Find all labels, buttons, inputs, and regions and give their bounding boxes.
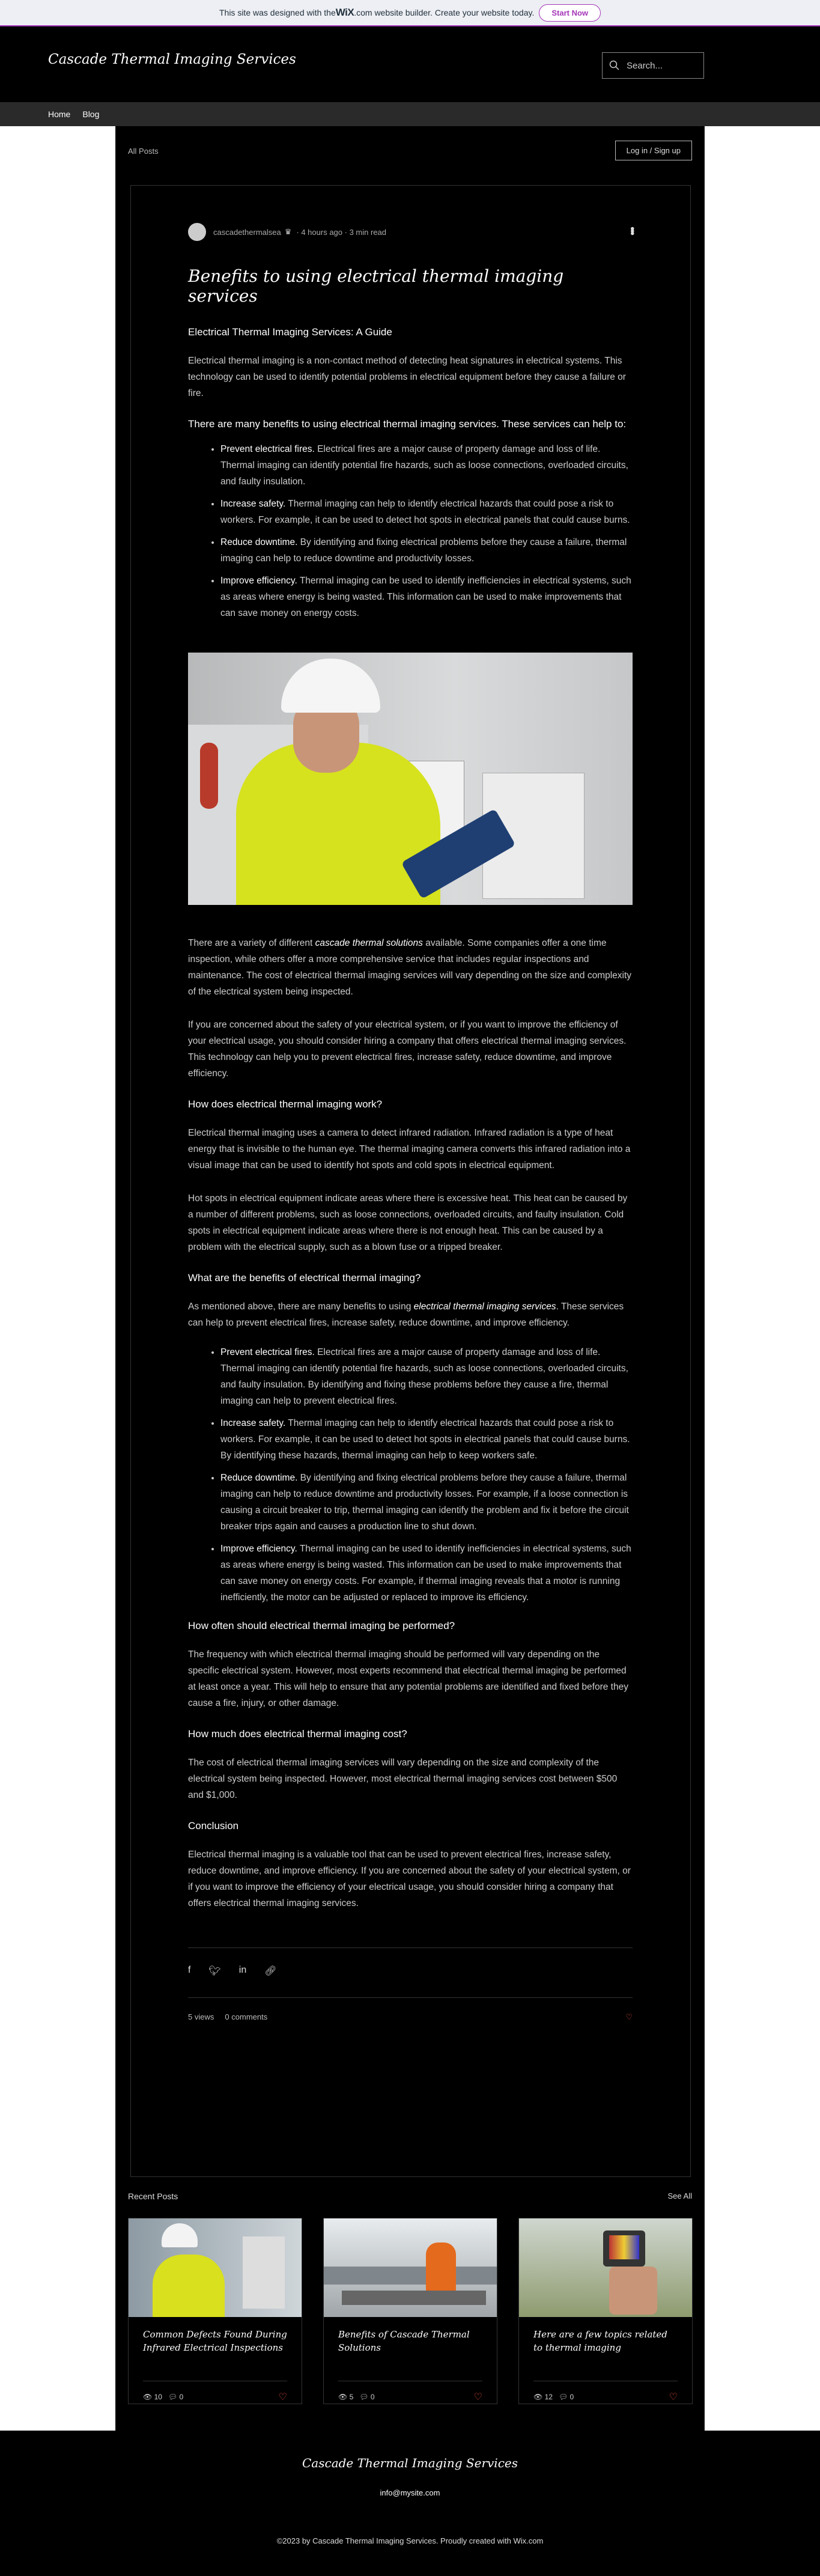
- pipe-shape: [342, 2291, 486, 2305]
- card-comments: 0: [569, 2393, 574, 2401]
- blog-page: [115, 126, 705, 2431]
- hero-image[interactable]: [188, 653, 633, 905]
- wix-logo: WiX: [335, 7, 354, 18]
- text-run: There are a variety of different: [188, 938, 315, 948]
- post-subtitle: Electrical Thermal Imaging Services: A Guide: [188, 326, 392, 338]
- eye-icon: 👁︎: [533, 2393, 545, 2401]
- recent-post-card[interactable]: [323, 2218, 497, 2404]
- recent-post-card[interactable]: [128, 2218, 302, 2404]
- list-item-text: By identifying and fixing electrical problems before they cause a failure, thermal imaging can help to reduce downtime and productivity losses.: [220, 537, 627, 564]
- card-title[interactable]: Here are a few topics related to thermal imaging: [533, 2329, 667, 2353]
- twitter-icon[interactable]: 🐦︎: [208, 1966, 221, 1976]
- side-gutter-left: [0, 126, 115, 2431]
- card-stats: [533, 2381, 678, 2403]
- hard-hat: [162, 2223, 198, 2247]
- list-item: [220, 441, 633, 490]
- section-heading: Conclusion: [188, 1820, 239, 1832]
- paragraph: Electrical thermal imaging is a non-contact method of detecting heat signatures in electrical systems. This technology can be used to identify potential problems in electrical equipment before they cause a failure or fire.: [188, 356, 626, 398]
- nav-home[interactable]: Home: [48, 109, 71, 119]
- list-item-bold: Reduce downtime.: [220, 537, 298, 547]
- card-views: 5: [349, 2393, 354, 2401]
- search-input[interactable]: Search...: [602, 52, 704, 79]
- avatar[interactable]: [188, 223, 206, 241]
- site-footer: [0, 2431, 820, 2576]
- section-heading: How does electrical thermal imaging work?: [188, 1098, 383, 1110]
- list-item-text: Thermal imaging can help to identify electrical hazards that could pose a risk to workers. For example, it can be used to detect hot spots in electrical panels that could cause burns.: [220, 499, 630, 525]
- paragraph: The frequency with which electrical thermal imaging should be performed will vary depending on the specific electrical system. However, most experts recommend that electrical thermal imaging be performed at least once a year. This will help to ensure that any potential problems are identified and fixed before they cause a fire, injury, or other damage.: [188, 1649, 628, 1708]
- benefits-list-detailed: [188, 1344, 633, 1606]
- post-meta: [188, 223, 633, 241]
- link-icon[interactable]: 🔗︎: [264, 1966, 277, 1976]
- card-image[interactable]: [324, 2218, 497, 2317]
- pipe-shape: [324, 2267, 497, 2285]
- post-container: [130, 185, 691, 2177]
- card-title[interactable]: Benefits of Cascade Thermal Solutions: [338, 2329, 470, 2353]
- author-name[interactable]: cascadethermalsea: [213, 227, 281, 237]
- login-button[interactable]: Log in / Sign up: [615, 141, 692, 160]
- all-posts-link[interactable]: All Posts: [128, 147, 159, 156]
- crown-icon: ♛: [284, 227, 292, 236]
- recent-posts-title: Recent Posts: [128, 2191, 178, 2201]
- list-item-bold: Reduce downtime.: [220, 1473, 298, 1483]
- text-run: . These services can help to prevent electrical fires, increase safety, reduce downtime, and improve efficiency.: [188, 1302, 624, 1328]
- views-count: 5 views: [188, 2012, 214, 2021]
- panel-shape: [243, 2236, 285, 2309]
- card-comments: 0: [179, 2393, 184, 2401]
- text-run: As mentioned above, there are many benefits to using: [188, 1302, 414, 1312]
- facebook-icon[interactable]: f: [188, 1965, 191, 1975]
- section-heading: What are the benefits of electrical thermal imaging?: [188, 1272, 421, 1283]
- wix-banner: [0, 0, 820, 26]
- card-stats: [143, 2381, 287, 2403]
- footer-title: Cascade Thermal Imaging Services: [302, 2456, 518, 2470]
- like-heart-icon[interactable]: ♡: [278, 2392, 287, 2402]
- card-stats: [338, 2381, 482, 2403]
- more-options-icon[interactable]: •••: [625, 227, 639, 234]
- list-item-text: By identifying and fixing electrical problems before they cause a failure, thermal imaging can help to reduce downtime and productivity losses. For example, if a loose connection is causing a circuit breaker to trip, thermal imaging can identify the problem and fix it before the circuit breaker trips again and causes a production line to shut down.: [220, 1473, 629, 1532]
- card-views: 12: [544, 2393, 553, 2401]
- linkedin-icon[interactable]: in: [238, 1965, 247, 1975]
- worker-shape: [426, 2243, 456, 2291]
- comment-icon: 💬︎: [558, 2393, 570, 2401]
- section-heading: How often should electrical thermal imaging be performed?: [188, 1620, 455, 1631]
- list-item: [220, 496, 633, 528]
- list-item: [220, 534, 633, 567]
- benefits-list: [188, 441, 633, 621]
- section-heading: How much does electrical thermal imaging cost?: [188, 1728, 407, 1740]
- banner-text-post: .com website builder. Create your website today.: [354, 8, 535, 17]
- comment-icon: 💬︎: [168, 2393, 180, 2401]
- list-item-text: Electrical fires are a major cause of property damage and loss of life. Thermal imaging can identify potential fire hazards, such as loose connections, overloaded circuits, and faulty insulation. By identifying and fixing these problems before they cause a fire, thermal imaging can help to prevent electrical fires.: [220, 1347, 628, 1406]
- post-time: 4 hours ago: [301, 227, 343, 237]
- main-nav: [0, 102, 820, 126]
- comment-icon: 💬︎: [359, 2393, 371, 2401]
- site-header: [0, 26, 820, 102]
- banner-text-pre: This site was designed with the: [219, 8, 336, 17]
- post-title: Benefits to using electrical thermal imaging services: [188, 266, 564, 306]
- start-now-button[interactable]: Start Now: [539, 4, 601, 22]
- see-all-link[interactable]: See All: [667, 2191, 692, 2200]
- card-image[interactable]: [129, 2218, 302, 2317]
- list-item: [220, 1415, 633, 1464]
- list-item-bold: Improve efficiency.: [220, 576, 297, 586]
- nav-blog[interactable]: Blog: [82, 109, 100, 119]
- post-stats: [188, 1997, 633, 2022]
- side-gutter-right: [705, 126, 820, 2431]
- comments-count[interactable]: 0 comments: [225, 2012, 268, 2021]
- footer-copyright: ©2023 by Cascade Thermal Imaging Services. Proudly created with Wix.com: [276, 2536, 544, 2545]
- card-comments: 0: [370, 2393, 375, 2401]
- paragraph: Hot spots in electrical equipment indicate areas where there is excessive heat. This heat can be caused by a number of different problems, such as loose connections, overloaded circuits, and faulty insulation. Cold spots in electrical equipment indicate areas where there is not enough heat. This can be caused by a problem with the electrical supply, such as a blown fuse or a tripped breaker.: [188, 1193, 628, 1252]
- extinguisher-shape: [200, 743, 218, 809]
- like-heart-icon[interactable]: ♡: [473, 2392, 482, 2402]
- post-body: [188, 223, 639, 2022]
- recent-post-card[interactable]: [518, 2218, 693, 2404]
- list-item: [220, 573, 633, 621]
- card-views: 10: [154, 2393, 162, 2401]
- site-title[interactable]: Cascade Thermal Imaging Services: [48, 52, 296, 67]
- paragraph: [188, 1299, 633, 1331]
- list-item: [220, 1470, 633, 1535]
- list-item-text: Thermal imaging can help to identify electrical hazards that could pose a risk to workers. For example, it can be used to detect hot spots in electrical panels that could cause burns. By identifying these hazards, thermal imaging can help to keep workers safe.: [220, 1418, 630, 1461]
- text-run: available. Some companies offer a one time inspection, while others offer a more comprehensive service that includes regular inspections and maintenance. The cost of electrical thermal imaging services will vary depending on the size and complexity of the electrical system being inspected.: [188, 938, 632, 997]
- search-icon: [609, 60, 620, 71]
- paragraph: [188, 935, 633, 1000]
- like-heart-icon[interactable]: ♡: [669, 2392, 678, 2402]
- list-item-bold: Prevent electrical fires.: [220, 444, 315, 454]
- list-item: [220, 1541, 633, 1606]
- list-item-bold: Improve efficiency.: [220, 1544, 297, 1554]
- list-item-bold: Increase safety.: [220, 1418, 286, 1428]
- read-time: 3 min read: [349, 227, 386, 237]
- list-item-bold: Prevent electrical fires.: [220, 1347, 315, 1357]
- card-title[interactable]: Common Defects Found During Infrared Electrical Inspections: [143, 2329, 287, 2353]
- hand-shape: [609, 2267, 657, 2315]
- hard-hat: [281, 659, 380, 713]
- paragraph: Electrical thermal imaging is a valuable tool that can be used to prevent electrical fires, increase safety, reduce downtime, and improve efficiency. If you are concerned about the safety of your electrical system, or if you want to improve the efficiency of your electrical usage, you should consider hiring a company that offers electrical thermal imaging services.: [188, 1850, 631, 1908]
- list-item-bold: Increase safety.: [220, 499, 286, 509]
- paragraph: Electrical thermal imaging uses a camera to detect infrared radiation. Infrared radiation is a type of heat energy that is invisible to the human eye. The thermal imaging camera converts this infrared radiation into a visual image that can be used to identify hot spots and cold spots in electrical equipment.: [188, 1128, 631, 1171]
- like-heart-icon[interactable]: ♡: [625, 2012, 633, 2021]
- footer-email[interactable]: info@mysite.com: [380, 2488, 440, 2497]
- section-heading: There are many benefits to using electrical thermal imaging services. These services can help to:: [188, 418, 627, 430]
- list-item: [220, 1344, 633, 1409]
- card-image[interactable]: [519, 2218, 692, 2317]
- inline-link[interactable]: electrical thermal imaging services: [413, 1302, 556, 1312]
- jacket-shape: [153, 2255, 225, 2317]
- paragraph: The cost of electrical thermal imaging services will vary depending on the size and complexity of the electrical system being inspected. However, most electrical thermal imaging services cost between $500 and $1,000.: [188, 1758, 618, 1800]
- inline-link[interactable]: cascade thermal solutions: [315, 938, 423, 948]
- eye-icon: 👁︎: [143, 2393, 154, 2401]
- list-item-text: Thermal imaging can be used to identify inefficiencies in electrical systems, such as areas where energy is being wasted. This information can be used to make improvements that can save money on energy costs. For example, if thermal imaging reveals that a motor is running inefficiently, the motor can be adjusted or replaced to improve its efficiency.: [220, 1544, 631, 1603]
- meta-dot: ·: [342, 227, 350, 237]
- list-item-text: Electrical fires are a major cause of property damage and loss of life. Thermal imaging can identify potential fire hazards, such as loose connections, overloaded circuits, and faulty insulation.: [220, 444, 628, 487]
- eye-icon: 👁︎: [338, 2393, 350, 2401]
- paragraph: If you are concerned about the safety of your electrical system, or if you want to improve the efficiency of your electrical usage, you should consider hiring a company that offers electrical thermal imaging services. This technology can help you to prevent electrical fires, increase safety, reduce downtime, and improve efficiency.: [188, 1020, 627, 1079]
- share-bar: [188, 1947, 633, 1977]
- list-item-text: Thermal imaging can be used to identify inefficiencies in electrical systems, such as areas where energy is being wasted. This information can be used to make improvements that can save money on energy costs.: [220, 576, 631, 618]
- meta-dot: ·: [296, 227, 302, 237]
- thermal-screen: [609, 2235, 639, 2259]
